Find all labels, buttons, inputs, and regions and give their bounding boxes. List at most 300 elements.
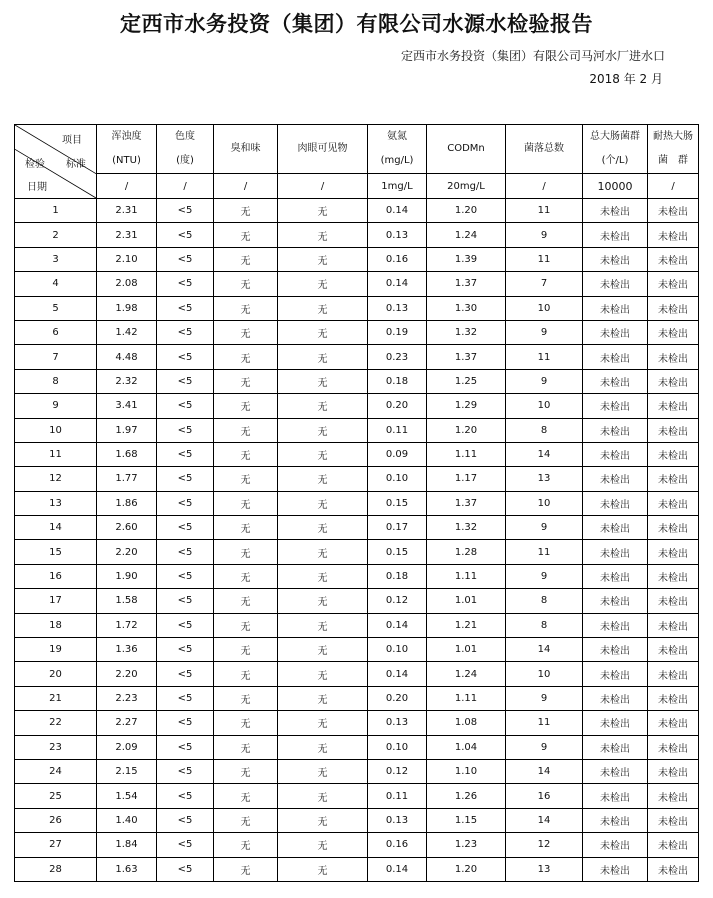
table-cell: 1.37 <box>427 272 506 296</box>
table-cell: 无 <box>214 711 278 735</box>
table-cell: 0.15 <box>368 540 427 564</box>
table-cell: 4.48 <box>97 345 157 369</box>
table-cell: 7 <box>506 272 583 296</box>
table-cell: 9 <box>506 369 583 393</box>
table-row <box>15 491 699 515</box>
table-cell: 0.10 <box>368 467 427 491</box>
day-cell: 18 <box>15 613 97 637</box>
table-cell: 1.04 <box>427 735 506 759</box>
table-cell: 2.31 <box>97 199 157 223</box>
table-cell: 无 <box>278 394 368 418</box>
table-cell: 1.21 <box>427 613 506 637</box>
table-cell: 1.90 <box>97 564 157 588</box>
corner-std-label: 标准 <box>66 159 86 170</box>
table-cell: 0.11 <box>368 418 427 442</box>
column-header-name: 氨氮 <box>387 131 407 142</box>
day-cell: 13 <box>15 491 97 515</box>
column-header-name: CODMn <box>447 143 485 154</box>
table-cell: 未检出 <box>583 320 648 344</box>
table-cell: 无 <box>214 394 278 418</box>
table-cell: <5 <box>157 857 214 881</box>
table-cell: 未检出 <box>583 833 648 857</box>
water-quality-table <box>14 124 699 882</box>
table-cell: 1.54 <box>97 784 157 808</box>
column-header-unit: (NTU) <box>112 155 141 166</box>
table-cell: 未检出 <box>648 320 699 344</box>
table-cell: 无 <box>278 808 368 832</box>
table-cell: 无 <box>214 442 278 466</box>
day-cell: 24 <box>15 759 97 783</box>
table-cell: 未检出 <box>583 735 648 759</box>
table-cell: 0.20 <box>368 686 427 710</box>
table-cell: 未检出 <box>648 662 699 686</box>
table-cell: <5 <box>157 589 214 613</box>
corner-header-cell <box>15 125 97 199</box>
column-header <box>648 125 699 174</box>
table-cell: 未检出 <box>583 857 648 881</box>
table-cell: 8 <box>506 589 583 613</box>
table-cell: 10 <box>506 296 583 320</box>
table-cell: 未检出 <box>583 613 648 637</box>
table-cell: 10 <box>506 394 583 418</box>
table-cell: 0.15 <box>368 491 427 515</box>
standard-limit-cell: / <box>506 174 583 199</box>
table-cell: 无 <box>214 833 278 857</box>
table-cell: 1.24 <box>427 662 506 686</box>
table-row <box>15 467 699 491</box>
table-cell: 无 <box>278 320 368 344</box>
table-cell: 无 <box>278 833 368 857</box>
corner-test-label: 检验 <box>25 159 45 170</box>
table-row <box>15 857 699 881</box>
table-cell: 12 <box>506 833 583 857</box>
table-row <box>15 759 699 783</box>
table-cell: 11 <box>506 345 583 369</box>
column-header-name: 耐热大肠 <box>653 131 693 142</box>
table-row <box>15 833 699 857</box>
table-row <box>15 272 699 296</box>
table-cell: 0.14 <box>368 613 427 637</box>
table-cell: 无 <box>214 857 278 881</box>
table-cell: 未检出 <box>648 857 699 881</box>
table-cell: 无 <box>214 369 278 393</box>
table-cell: 未检出 <box>583 638 648 662</box>
column-header-unit: (度) <box>176 155 194 166</box>
table-cell: 11 <box>506 711 583 735</box>
table-cell: <5 <box>157 711 214 735</box>
table-body <box>15 125 699 882</box>
table-cell: 未检出 <box>583 540 648 564</box>
table-cell: 无 <box>214 320 278 344</box>
table-cell: 未检出 <box>583 589 648 613</box>
table-cell: 9 <box>506 686 583 710</box>
table-cell: 未检出 <box>583 784 648 808</box>
table-cell: 未检出 <box>648 394 699 418</box>
table-cell: 无 <box>278 784 368 808</box>
table-cell: 0.14 <box>368 272 427 296</box>
table-cell: 9 <box>506 735 583 759</box>
table-cell: 0.12 <box>368 589 427 613</box>
day-cell: 11 <box>15 442 97 466</box>
table-cell: 未检出 <box>583 662 648 686</box>
table-cell: 未检出 <box>648 418 699 442</box>
day-cell: 6 <box>15 320 97 344</box>
table-cell: 0.11 <box>368 784 427 808</box>
day-cell: 14 <box>15 516 97 540</box>
table-row <box>15 784 699 808</box>
table-cell: 无 <box>278 491 368 515</box>
table-cell: <5 <box>157 394 214 418</box>
table-cell: <5 <box>157 735 214 759</box>
table-cell: 无 <box>214 247 278 271</box>
table-cell: 8 <box>506 613 583 637</box>
table-cell: 无 <box>278 540 368 564</box>
table-cell: 0.16 <box>368 247 427 271</box>
report-date: 2018 年 2 月 <box>589 72 663 86</box>
column-header-unit: 菌 群 <box>658 155 688 166</box>
table-cell: 无 <box>214 638 278 662</box>
table-cell: 无 <box>278 369 368 393</box>
table-cell: 3.41 <box>97 394 157 418</box>
table-cell: 14 <box>506 759 583 783</box>
column-header-name: 臭和味 <box>230 143 261 154</box>
table-cell: 未检出 <box>648 686 699 710</box>
table-cell: 未检出 <box>648 833 699 857</box>
day-cell: 2 <box>15 223 97 247</box>
standard-limit-cell: / <box>648 174 699 199</box>
table-cell: 无 <box>214 491 278 515</box>
table-cell: 1.20 <box>427 199 506 223</box>
standard-limit-cell: / <box>97 174 157 199</box>
table-row <box>15 345 699 369</box>
table-cell: 无 <box>278 296 368 320</box>
table-cell: 无 <box>278 857 368 881</box>
day-cell: 7 <box>15 345 97 369</box>
table-cell: 无 <box>214 223 278 247</box>
table-cell: 1.26 <box>427 784 506 808</box>
column-header <box>427 125 506 174</box>
table-cell: 未检出 <box>648 613 699 637</box>
table-cell: 0.10 <box>368 638 427 662</box>
standard-limit-cell: / <box>278 174 368 199</box>
table-cell: 未检出 <box>648 711 699 735</box>
table-cell: 0.18 <box>368 564 427 588</box>
table-cell: <5 <box>157 223 214 247</box>
table-cell: 11 <box>506 247 583 271</box>
day-cell: 4 <box>15 272 97 296</box>
day-cell: 1 <box>15 199 97 223</box>
table-row <box>15 564 699 588</box>
table-cell: 1.30 <box>427 296 506 320</box>
table-cell: 无 <box>214 516 278 540</box>
table-cell: 未检出 <box>583 247 648 271</box>
table-cell: 9 <box>506 223 583 247</box>
table-cell: 2.15 <box>97 759 157 783</box>
standard-limit-cell: 1mg/L <box>368 174 427 199</box>
table-cell: 未检出 <box>648 516 699 540</box>
table-cell: 未检出 <box>583 418 648 442</box>
column-header-name: 菌落总数 <box>524 143 564 154</box>
table-cell: 2.20 <box>97 662 157 686</box>
table-cell: 未检出 <box>583 516 648 540</box>
table-cell: 未检出 <box>583 394 648 418</box>
table-cell: 14 <box>506 808 583 832</box>
table-cell: 11 <box>506 540 583 564</box>
table-cell: 2.32 <box>97 369 157 393</box>
table-cell: <5 <box>157 247 214 271</box>
table-cell: <5 <box>157 784 214 808</box>
table-cell: 无 <box>214 808 278 832</box>
table-cell: 未检出 <box>648 369 699 393</box>
table-cell: 未检出 <box>648 589 699 613</box>
column-header-name: 总大肠菌群 <box>590 131 640 142</box>
day-cell: 9 <box>15 394 97 418</box>
table-cell: 无 <box>278 516 368 540</box>
table-cell: 1.29 <box>427 394 506 418</box>
table-cell: 无 <box>278 442 368 466</box>
table-cell: <5 <box>157 199 214 223</box>
table-cell: 2.60 <box>97 516 157 540</box>
table-cell: 0.19 <box>368 320 427 344</box>
table-cell: 2.27 <box>97 711 157 735</box>
table-row <box>15 296 699 320</box>
table-row <box>15 320 699 344</box>
table-cell: 8 <box>506 418 583 442</box>
table-cell: <5 <box>157 369 214 393</box>
table-row <box>15 247 699 271</box>
table-cell: 0.13 <box>368 711 427 735</box>
table-cell: <5 <box>157 638 214 662</box>
standard-limit-cell: / <box>214 174 278 199</box>
table-cell: 1.32 <box>427 320 506 344</box>
table-cell: <5 <box>157 320 214 344</box>
column-header <box>506 125 583 174</box>
table-cell: 1.68 <box>97 442 157 466</box>
table-cell: 2.10 <box>97 247 157 271</box>
day-cell: 23 <box>15 735 97 759</box>
table-cell: 未检出 <box>583 759 648 783</box>
day-cell: 8 <box>15 369 97 393</box>
table-row <box>15 199 699 223</box>
table-cell: <5 <box>157 491 214 515</box>
table-row <box>15 686 699 710</box>
table-cell: <5 <box>157 467 214 491</box>
table-cell: 1.32 <box>427 516 506 540</box>
day-cell: 25 <box>15 784 97 808</box>
table-cell: 1.86 <box>97 491 157 515</box>
table-cell: 0.23 <box>368 345 427 369</box>
day-cell: 5 <box>15 296 97 320</box>
table-cell: 1.11 <box>427 686 506 710</box>
table-cell: 未检出 <box>583 686 648 710</box>
table-cell: 未检出 <box>648 784 699 808</box>
standard-limit-cell: 20mg/L <box>427 174 506 199</box>
table-cell: 无 <box>278 418 368 442</box>
table-cell: <5 <box>157 345 214 369</box>
table-cell: 10 <box>506 491 583 515</box>
table-cell: <5 <box>157 272 214 296</box>
table-cell: 无 <box>214 345 278 369</box>
table-cell: 无 <box>278 345 368 369</box>
table-cell: 9 <box>506 516 583 540</box>
table-row <box>15 418 699 442</box>
table-cell: 无 <box>214 735 278 759</box>
table-cell: 1.72 <box>97 613 157 637</box>
table-cell: 16 <box>506 784 583 808</box>
table-cell: 未检出 <box>583 711 648 735</box>
column-header-name: 肉眼可见物 <box>297 143 348 154</box>
table-cell: <5 <box>157 662 214 686</box>
table-cell: <5 <box>157 516 214 540</box>
table-cell: 未检出 <box>583 272 648 296</box>
table-cell: 9 <box>506 320 583 344</box>
table-row <box>15 638 699 662</box>
day-cell: 22 <box>15 711 97 735</box>
table-cell: 2.20 <box>97 540 157 564</box>
table-cell: 无 <box>214 564 278 588</box>
table-cell: 1.23 <box>427 833 506 857</box>
table-cell: 1.77 <box>97 467 157 491</box>
table-cell: 1.24 <box>427 223 506 247</box>
day-cell: 19 <box>15 638 97 662</box>
table-cell: 未检出 <box>648 199 699 223</box>
table-cell: 未检出 <box>648 564 699 588</box>
table-cell: 无 <box>278 272 368 296</box>
table-cell: 1.17 <box>427 467 506 491</box>
table-cell: 未检出 <box>583 369 648 393</box>
table-cell: 11 <box>506 199 583 223</box>
table-row <box>15 589 699 613</box>
table-cell: 无 <box>278 247 368 271</box>
table-cell: 1.84 <box>97 833 157 857</box>
table-cell: 无 <box>278 735 368 759</box>
table-cell: 1.11 <box>427 564 506 588</box>
table-cell: 无 <box>278 564 368 588</box>
table-cell: 未检出 <box>648 759 699 783</box>
table-cell: 无 <box>278 613 368 637</box>
table-cell: <5 <box>157 564 214 588</box>
table-cell: 1.37 <box>427 491 506 515</box>
table-cell: 0.10 <box>368 735 427 759</box>
table-row <box>15 808 699 832</box>
corner-item-label: 项目 <box>62 135 82 146</box>
table-cell: 未检出 <box>583 491 648 515</box>
table-cell: <5 <box>157 296 214 320</box>
table-row <box>15 442 699 466</box>
table-cell: 未检出 <box>648 491 699 515</box>
column-header <box>278 125 368 174</box>
table-cell: 0.20 <box>368 394 427 418</box>
table-cell: 1.63 <box>97 857 157 881</box>
table-cell: 无 <box>278 662 368 686</box>
table-cell: 未检出 <box>583 296 648 320</box>
table-cell: <5 <box>157 442 214 466</box>
table-cell: 无 <box>214 199 278 223</box>
table-cell: 2.23 <box>97 686 157 710</box>
table-cell: <5 <box>157 686 214 710</box>
standard-limit-cell: 10000 <box>583 174 648 199</box>
table-cell: 无 <box>278 711 368 735</box>
table-cell: 1.58 <box>97 589 157 613</box>
table-cell: 无 <box>214 589 278 613</box>
column-header <box>368 125 427 174</box>
table-cell: 0.17 <box>368 516 427 540</box>
table-row <box>15 540 699 564</box>
table-row <box>15 735 699 759</box>
table-cell: 1.39 <box>427 247 506 271</box>
table-cell: 无 <box>278 223 368 247</box>
day-cell: 20 <box>15 662 97 686</box>
table-cell: <5 <box>157 833 214 857</box>
table-cell: 1.28 <box>427 540 506 564</box>
column-header <box>97 125 157 174</box>
table-cell: 14 <box>506 442 583 466</box>
table-cell: 无 <box>278 638 368 662</box>
day-cell: 3 <box>15 247 97 271</box>
table-cell: 无 <box>214 759 278 783</box>
table-cell: 无 <box>214 540 278 564</box>
table-cell: 未检出 <box>648 223 699 247</box>
table-cell: 1.10 <box>427 759 506 783</box>
table-row <box>15 662 699 686</box>
table-cell: 无 <box>214 296 278 320</box>
table-cell: 1.20 <box>427 418 506 442</box>
day-cell: 17 <box>15 589 97 613</box>
column-header <box>583 125 648 174</box>
column-header <box>157 125 214 174</box>
standard-limit-cell: / <box>157 174 214 199</box>
table-cell: <5 <box>157 418 214 442</box>
table-cell: 未检出 <box>583 808 648 832</box>
table-cell: 0.14 <box>368 199 427 223</box>
table-cell: 1.08 <box>427 711 506 735</box>
table-cell: 0.13 <box>368 296 427 320</box>
table-cell: 1.01 <box>427 589 506 613</box>
table-cell: 未检出 <box>583 564 648 588</box>
table-cell: 未检出 <box>648 540 699 564</box>
table-cell: 0.12 <box>368 759 427 783</box>
table-cell: 未检出 <box>648 272 699 296</box>
table-cell: 1.25 <box>427 369 506 393</box>
table-cell: 未检出 <box>648 735 699 759</box>
day-cell: 21 <box>15 686 97 710</box>
day-cell: 28 <box>15 857 97 881</box>
table-cell: 2.09 <box>97 735 157 759</box>
table-row <box>15 223 699 247</box>
table-cell: 10 <box>506 662 583 686</box>
table-cell: 0.18 <box>368 369 427 393</box>
table-cell: 1.40 <box>97 808 157 832</box>
table-cell: 未检出 <box>648 808 699 832</box>
table-row <box>15 516 699 540</box>
table-cell: 1.11 <box>427 442 506 466</box>
table-cell: <5 <box>157 613 214 637</box>
table-cell: <5 <box>157 808 214 832</box>
table-cell: 1.15 <box>427 808 506 832</box>
day-cell: 10 <box>15 418 97 442</box>
table-cell: 9 <box>506 564 583 588</box>
column-header-unit: (个/L) <box>601 155 629 166</box>
table-cell: 0.14 <box>368 857 427 881</box>
report-subtitle: 定西市水务投资（集团）有限公司马河水厂进水口 <box>400 49 665 63</box>
table-cell: 1.42 <box>97 320 157 344</box>
table-row <box>15 711 699 735</box>
table-cell: 1.20 <box>427 857 506 881</box>
table-cell: 无 <box>214 784 278 808</box>
table-cell: <5 <box>157 759 214 783</box>
table-cell: 无 <box>214 662 278 686</box>
table-cell: 未检出 <box>648 442 699 466</box>
